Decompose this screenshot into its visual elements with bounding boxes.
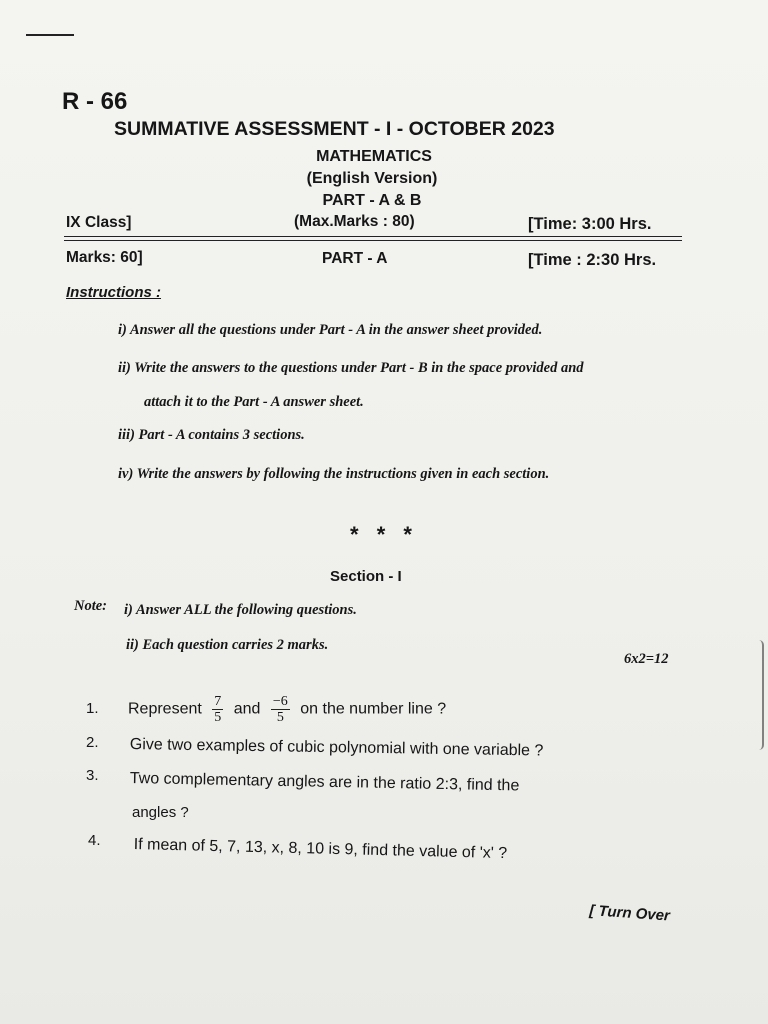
header-rule-top xyxy=(64,236,682,237)
marks-scheme: 6x2=12 xyxy=(624,651,669,667)
class-label: IX Class] xyxy=(66,214,132,231)
total-time: [Time: 3:00 Hrs. xyxy=(528,215,652,233)
parts-label: PART - A & B xyxy=(322,192,422,209)
version: (English Version) xyxy=(306,170,438,187)
instruction-item: ii) Write the answers to the questions under Part - B in the space provided and xyxy=(118,360,584,376)
fraction-numerator: −6 xyxy=(272,694,288,709)
question-text: and xyxy=(233,700,261,718)
note-item: ii) Each question carries 2 marks. xyxy=(126,637,329,653)
turn-over: [ Turn Over xyxy=(588,902,671,925)
subject: MATHEMATICS xyxy=(316,148,432,165)
header-rule-bottom xyxy=(64,240,682,241)
question-2: Give two examples of cubic polynomial with one variable ? xyxy=(129,736,544,760)
instruction-item: iii) Part - A contains 3 sections. xyxy=(118,427,305,443)
section-title: Section - I xyxy=(330,568,402,585)
question-number: 3. xyxy=(86,767,99,784)
question-number: 4. xyxy=(88,832,101,849)
note-label: Note: xyxy=(74,598,108,614)
paper-code: R - 66 xyxy=(62,88,128,115)
question-number: 1. xyxy=(86,700,99,717)
question-text: Represent xyxy=(128,700,202,718)
question-3: Two complementary angles are in the ratio 2:3, find the xyxy=(129,770,520,795)
note-item: i) Answer ALL the following questions. xyxy=(124,602,357,618)
instructions-heading: Instructions : xyxy=(66,284,162,301)
max-marks: (Max.Marks : 80) xyxy=(294,213,415,230)
question-number: 2. xyxy=(86,734,99,751)
instruction-item: iv) Write the answers by following the instructions given in each section. xyxy=(118,466,550,482)
exam-title: SUMMATIVE ASSESSMENT - I - OCTOBER 2023 xyxy=(114,118,555,140)
question-text: on the number line ? xyxy=(300,700,447,718)
fraction-denominator: 5 xyxy=(276,710,284,725)
fraction xyxy=(271,694,290,725)
marks-label: Marks: 60] xyxy=(66,249,143,266)
part-time: [Time : 2:30 Hrs. xyxy=(528,251,657,269)
page-edge-curl xyxy=(759,640,764,750)
fraction xyxy=(212,694,223,725)
section-divider: * * * xyxy=(350,522,418,547)
question-4: If mean of 5, 7, 13, x, 8, 10 is 9, find the value of 'x' ? xyxy=(133,836,508,863)
instruction-item: attach it to the Part - A answer sheet. xyxy=(144,394,364,410)
part-a-label: PART - A xyxy=(322,250,388,267)
fraction-denominator: 5 xyxy=(214,710,222,725)
page-mark xyxy=(26,34,74,36)
question-1 xyxy=(128,694,446,725)
question-3-cont: angles ? xyxy=(132,804,189,821)
instruction-item: i) Answer all the questions under Part - A in the answer sheet provided. xyxy=(118,322,543,338)
fraction-numerator: 7 xyxy=(214,694,222,709)
